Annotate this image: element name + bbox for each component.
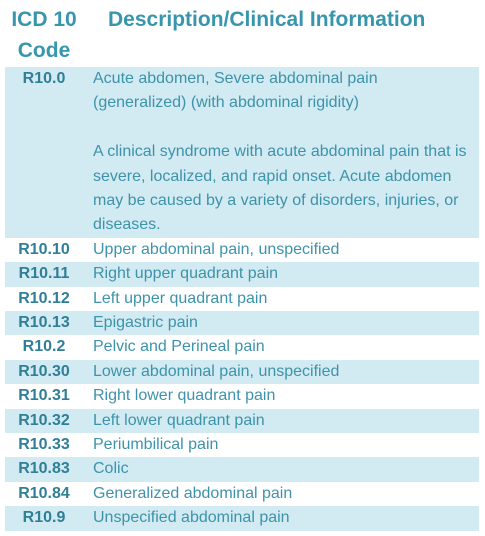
table-header (5, 4, 479, 67)
row-code: R10.0 (22, 70, 66, 87)
icd10-table (5, 4, 479, 531)
header-description: Description/Clinical Information (108, 8, 426, 31)
row-clinical-info: A clinical syndrome with acute abdominal pain that is severe, localized, and rapid onset. Acute abdomen may be caused by a variety of disorders, injuries, or diseases. (93, 143, 467, 234)
row-description: Left lower quadrant pain (93, 411, 265, 429)
row-code: R10.9 (22, 509, 66, 527)
table-row (5, 311, 479, 335)
row-code: R10.30 (18, 362, 70, 380)
row-code: R10.83 (18, 460, 70, 478)
table-row (5, 433, 479, 457)
row-description: Pelvic and Perineal pain (93, 338, 265, 356)
table-row (5, 384, 479, 408)
row-description: Upper abdominal pain, unspecified (93, 240, 340, 258)
row-code: R10.13 (18, 314, 70, 332)
row-description: Right lower quadrant pain (93, 387, 276, 405)
row-code: R10.32 (18, 411, 70, 429)
row-description: Right upper quadrant pain (93, 265, 279, 283)
row-code: R10.10 (18, 240, 70, 258)
row-description: Periumbilical pain (93, 436, 219, 454)
row-description (83, 67, 479, 238)
row-description: Left upper quadrant pain (93, 289, 268, 307)
row-description: Lower abdominal pain, unspecified (93, 362, 340, 380)
row-code: R10.33 (18, 436, 70, 454)
table-row (5, 409, 479, 433)
row-description: Unspecified abdominal pain (93, 509, 290, 527)
paragraph-spacer (93, 116, 473, 140)
row-description: Generalized abdominal pain (93, 484, 293, 502)
row-code: R10.12 (18, 289, 70, 307)
table-row (5, 238, 479, 262)
table-row (5, 360, 479, 384)
row-code: R10.2 (22, 338, 66, 356)
table-row (5, 67, 479, 238)
row-code: R10.11 (18, 265, 70, 283)
row-code: R10.31 (18, 387, 70, 405)
table-row (5, 506, 479, 530)
row-description: Colic (93, 460, 129, 478)
table-row (5, 287, 479, 311)
table-row (5, 262, 479, 286)
row-description-text: Acute abdomen, Severe abdominal pain (generalized) (with abdominal rigidity) (93, 70, 378, 112)
table-row (5, 457, 479, 481)
header-code: ICD 10 Code (11, 8, 77, 62)
row-code: R10.84 (18, 484, 70, 502)
table-row (5, 482, 479, 506)
table-row (5, 335, 479, 359)
row-description: Epigastric pain (93, 314, 198, 332)
